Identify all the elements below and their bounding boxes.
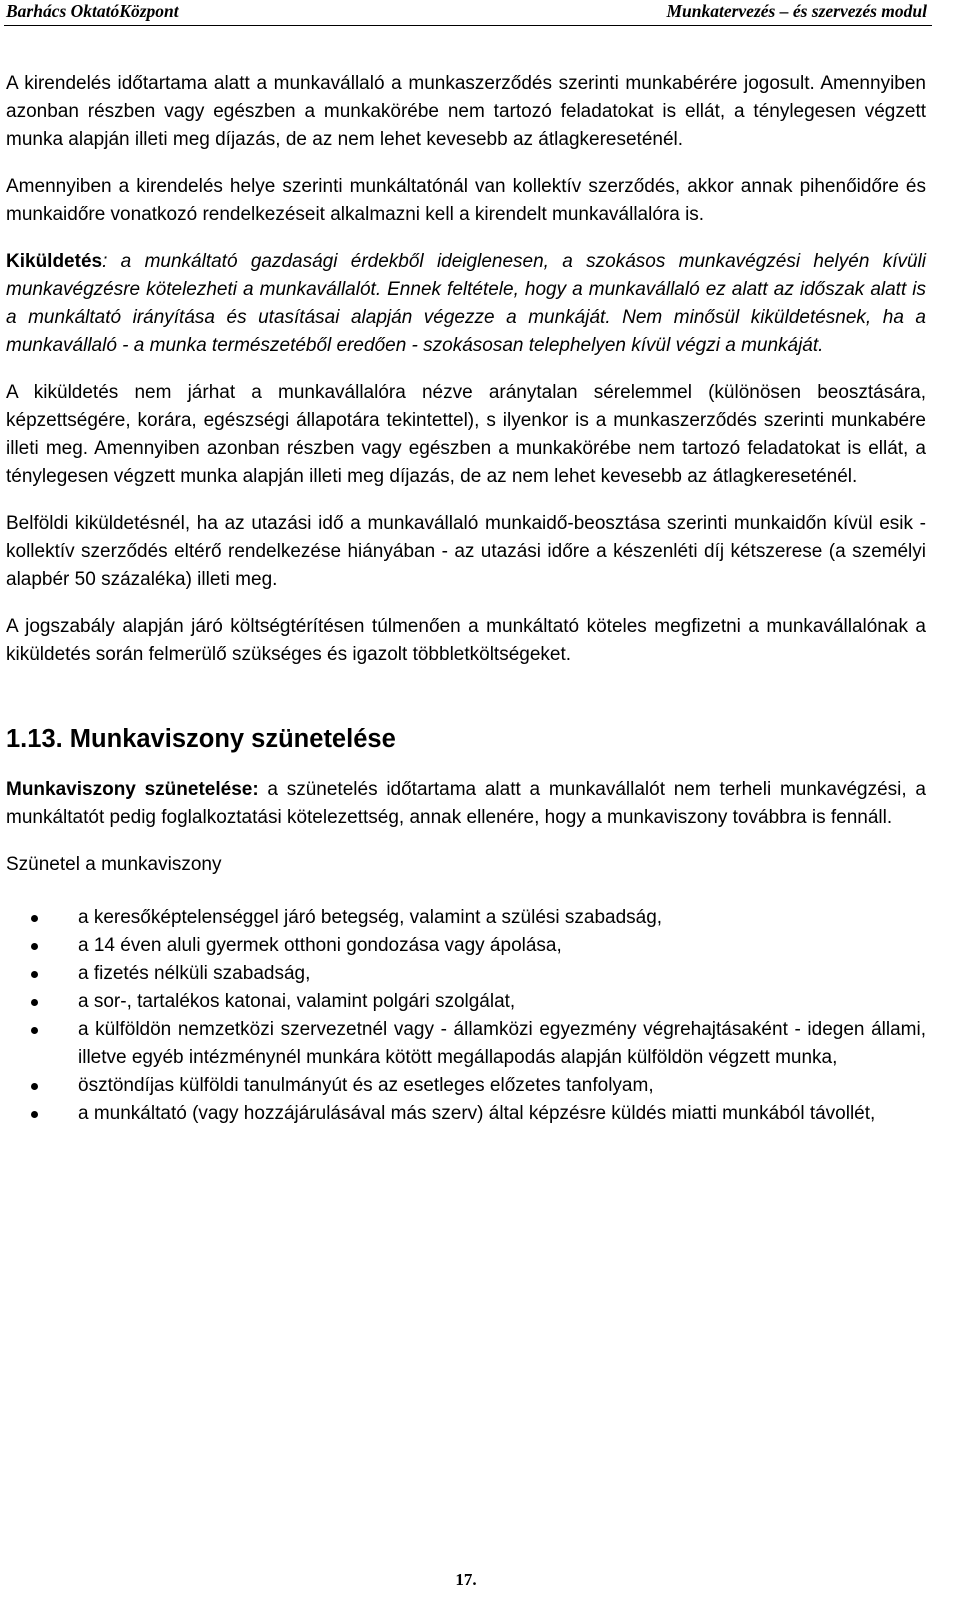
bullet-icon [31, 999, 38, 1006]
paragraph-kollektiv-szerzodes: Amennyiben a kirendelés helye szerinti munkáltatónál van kollektív szerződés, akkor annak pihenőidőre és munkaidőre vonatkozó rendelkezéseit alkalmazni kell a kirendelt munkavállalóra is. [6, 176, 926, 225]
list-item: a külföldön nemzetközi szervezetnél vagy - államközi egyezmény végrehajtásaként - idegen állami, illetve egyéb intézménynél munkára kötött megállapodás alapján külföldön végzett munka, [6, 1016, 926, 1072]
term-kikuldetes: Kiküldetés [6, 251, 103, 272]
list-item: ösztöndíjas külföldi tanulmányút és az esetleges előzetes tanfolyam, [6, 1072, 926, 1100]
header-divider [4, 25, 932, 26]
list-item: a 14 éven aluli gyermek otthoni gondozása vagy ápolása, [6, 932, 926, 960]
list-item: a fizetés nélküli szabadság, [6, 960, 926, 988]
document-body [6, 70, 926, 1128]
paragraph-szuneteles-definition [6, 776, 926, 832]
bullet-icon [31, 971, 38, 978]
szuneteles-list [6, 904, 926, 1128]
page-number: 17. [455, 1570, 477, 1589]
list-item: a munkáltató (vagy hozzájárulásával más szerv) által képzésre küldés miatti munkából távollét, [6, 1100, 926, 1128]
term-munkaviszony-szuneteles: Munkaviszony szünetelése: [6, 779, 259, 800]
bullet-icon [31, 915, 38, 922]
list-intro: Szünetel a munkaviszony [6, 854, 222, 875]
bullet-icon [31, 1027, 38, 1034]
bullet-icon [31, 1083, 38, 1090]
page-header [0, 0, 932, 22]
paragraph-kikuldetes-serelem: A kiküldetés nem járhat a munkavállalóra nézve aránytalan sérelemmel (különösen beosztására, képzettségére, korára, egészségi állapotára tekintettel), s ilyenkor is a munkaszerződés szerinti munkabére illeti meg. Amennyiben azonban részben vagy egészben a munkakörébe nem tartozó feladatokat is ellát, a ténylegesen végzett munka alapján illeti meg díjazás, de az nem lehet kevesebb az átlagkereseténél. [6, 382, 926, 487]
header-right-title: Munkatervezés – és szervezés modul [666, 1, 927, 21]
bullet-icon [31, 943, 38, 950]
bullet-icon [31, 1111, 38, 1118]
paragraph-belfoldi-kikuldetes: Belföldi kiküldetésnél, ha az utazási idő a munkavállaló munkaidő-beosztása szerinti munkaidőn kívül esik - kollektív szerződés eltérő rendelkezése hiányában - az utazási időre a készenléti díj kétszerese (a személyi alapbér 50 százaléka) illeti meg. [6, 513, 926, 590]
paragraph-kikuldetes-definition [6, 248, 926, 360]
section-heading: 1.13. Munkaviszony szünetelése [6, 725, 396, 753]
paragraph-koltsegterites: A jogszabály alapján járó költségtérítésen túlmenően a munkáltató köteles megfizetni a munkavállalónak a kiküldetés során felmerülő szükséges és igazolt többletköltségeket. [6, 616, 926, 665]
kikuldetes-definition-text: : a munkáltató gazdasági érdekből ideiglenesen, a szokásos munkavégzési helyén kívüli munkavégzésre kötelezheti a munkavállalót. Ennek feltétele, hogy a munkavállaló ez alatt az időszak alatt is a munkáltató irányítása és utasításai alapján végezze a munkáját. Nem minősül kiküldetésnek, ha a munkavállaló - a munka természetéből eredően - szokásosan telephelyen kívül végzi a munkáját. [6, 251, 926, 356]
paragraph-kirendeles-berezes: A kirendelés időtartama alatt a munkavállaló a munkaszerződés szerinti munkabérére jogosult. Amennyiben azonban részben vagy egészben a munkakörébe nem tartozó feladatokat is ellát, a ténylegesen végzett munka alapján illeti meg díjazás, de az nem lehet kevesebb az átlagkereseténél. [6, 73, 926, 150]
list-item: a sor-, tartalékos katonai, valamint polgári szolgálat, [6, 988, 926, 1016]
header-left-title: Barhács OktatóKözpont [6, 1, 179, 21]
szuneteles-definition-text: a szünetelés időtartama alatt a munkavállalót nem terheli munkavégzési, a munkáltatót pedig foglalkoztatási kötelezettség, annak ellenére, hogy a munkaviszony továbbra is fennáll. [6, 779, 926, 828]
list-item: a keresőképtelenséggel járó betegség, valamint a szülési szabadság, [6, 904, 926, 932]
